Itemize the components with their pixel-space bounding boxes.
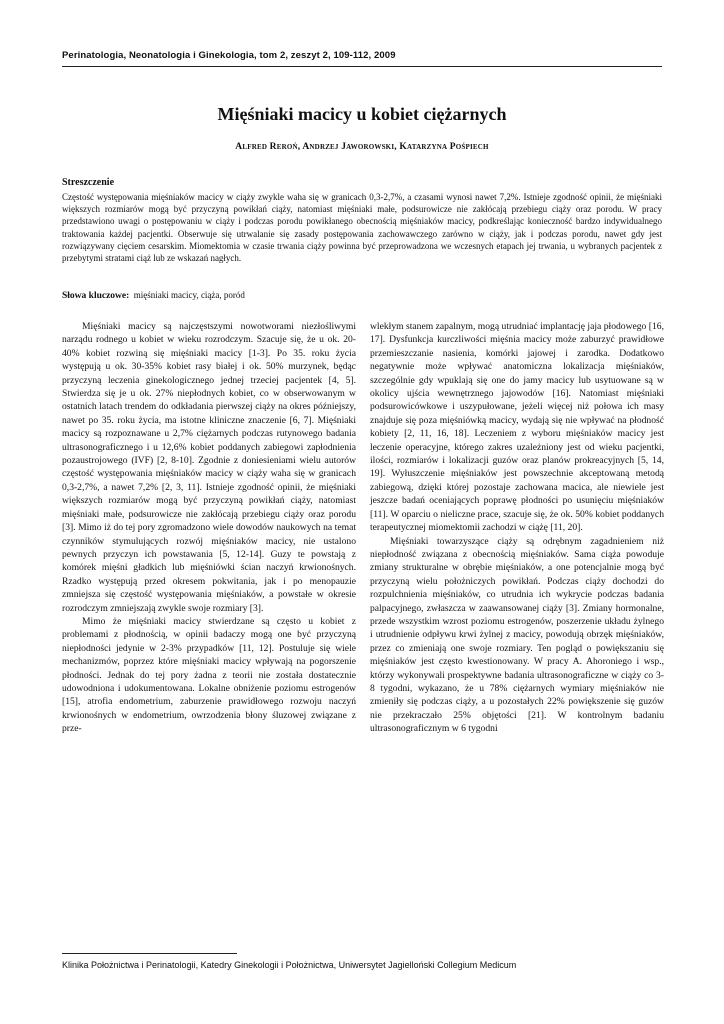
body-column-left: [62, 320, 356, 736]
abstract-heading: Streszczenie: [62, 177, 115, 188]
journal-header: Perinatologia, Neonatologia i Ginekologia, tom 2, zeszyt 2, 109-112, 2009: [62, 50, 396, 61]
body-paragraph: Mięśniaki macicy są najczęstszymi nowotworami niezłośliwymi narządu rodnego u kobiet w wieku rozrodczym. Szacuje się, że u ok. 20-40% kobiet rozwiną się mięśniaki macicy [1-3]. Po 35. roku życia występują u ok. 30-35% kobiet rasy białej i ok. 50% murzynek, będąc przyczyną leczenia ginekologicznego jednej trzeciej pacjentek [4, 5]. Stwierdza się je u ok. 27% niepłodnych kobiet, co w obserwowanym w ostatnich latach trendem do odkładania pierwszej ciąży na okres późniejszy, nawet po 35. roku życia, ma istotne kliniczne znaczenie [6, 7]. Mięśniaki macicy są rozpoznawane u 2,7% ciężarnych podczas rutynowego badania ultrasonograficznego i u 12,6% kobiet poddanych zabiegowi zapłodnienia pozaustrojowego (IVF) [2, 8-10]. Zgodnie z doniesieniami wielu autorów częstość występowania mięśniaków macicy w ciąży waha się w granicach 0,3-2,7%, a nawet 7,2% [2, 3, 11]. Istnieje zgodność opinii, że mięśniaki większych rozmiarów mogą być przyczyną powikłań ciąży, natomiast mięśniaki małe, podsurowicze nie zakłócają przebiegu ciąży oraz porodu [3]. Mimo iż do tej pory zgromadzono wiele dowodów naukowych na temat czynników stymulujących rozwój mięśniaków macicy, nie ustalono pewnych przyczyn ich powstawania [5, 12-14]. Guzy te powstają z komórek mięśni gładkich lub mięśniówki ścian naczyń krwionośnych. Rzadko występują przed okresem pokwitania, jak i po menopauzie zmniejsza się częstość występowania mięśniaków, a powstałe w okresie rozrodczym zmniejszają zwykle swoje rozmiary [3].: [62, 321, 356, 614]
article-title: Mięśniaki macicy u kobiet ciężarnych: [217, 104, 507, 124]
abstract-text: Częstość występowania mięśniaków macicy w ciąży zwykle waha się w granicach 0,3-2,7%, a czasami wynosi nawet 7,2%. Istnieje zgodność opinii, że mięśniaki większych rozmiarów mogą być przyczyną powikłań ciąży, natomiast mięśniaki małe, podsurowicze nie zakłócają przebiegu ciąży oraz porodu. W pracy przedstawiono uwagi o postępowaniu w ciąży i podczas porodu powikłanego obecnością mięśniaków macicy, podkreślając konieczność bardzo indywidualnego traktowania każdej pacjentki. Obserwuje się utrwalanie się zasady postępowania zachowawczego zarówno w ciąży, jak i podczas porodu, nawet gdy jest rozwiązywany cięciem cesarskim. Miomektomia w czasie trwania ciąży powinna być przeprowadzona we wczesnych etapach jej trwania, u wybranych pacjentek z przebytymi stratami ciąż lub ze wskazań nagłych.: [62, 192, 662, 264]
affiliation-footnote: Klinika Położnictwa i Perinatologii, Katedry Ginekologii i Położnictwa, Uniwersytet Jagielloński Collegium Medicum: [62, 960, 517, 970]
keywords-line: [62, 290, 662, 301]
header-divider: [62, 66, 662, 67]
body-paragraph: Mięśniaki towarzyszące ciąży są odrębnym zagadnieniem niż niepłodność związana z obecnością mięśniaków. Sama ciąża powoduje zmiany strukturalne w obrębie mięśniaków, a one potencjalnie mogą być przyczyną wielu położniczych powikłań. Podczas ciąży dochodzi do rozpulchnienia mięśniaków, co utrudnia ich wykrycie podczas badania palpacyjnego, zwłaszcza w zaawansowanej ciąży [3]. Zmiany hormonalne, przede wszystkim wzrost poziomu estrogenów, poszerzenie układu żylnego i utrudnienie odpływu krwi żylnej z macicy, powodują obrzęk mięśniaków, przez co zmieniają one swoje rozmiary. Ten pogląd o powiększaniu się mięśniaków jest często kwestionowany. W pracy A. Ahoroniego i wsp., którzy wykonywali prospektywne badania ultrasonograficzne w ciąży co 3-8 tygodni, wykazano, że u 78% ciężarnych wymiary mięśniaków nie zmieniły się podczas ciąży, a u pozostałych 22% powiększenie się guzów nie przekraczało 25% objętości [21]. W kontrolnym badaniu ultrasonograficznym w 6 tygodni: [370, 535, 664, 735]
body-paragraph: wlekłym stanem zapalnym, mogą utrudniać implantację jaja płodowego [16, 17]. Dysfunkcja kurczliwości mięśnia macicy może zaburzyć prawidłowe przemieszczanie nasienia, komórki jajowej i zarodka. Dodatkowo negatywnie może wpływać anatomiczna lokalizacja mięśniaków, szczególnie gdy wpuklają się one do jamy macicy lub usytuowane są w okolicy ujścia wewnętrznego jajowodów [16]. Natomiast mięśniaki podsurowicówkowe i uszypułowane, jeżeli więcej niż połowa ich masy znajduje się poza mięśniówką macicy, wydają się nie wpływać na płodność kobiety [2, 11, 16, 18]. Leczeniem z wyboru mięśniaków macicy jest leczenie operacyjne, którego zakres uzależniony jest od wieku pacjentki, ilości, rozmiarów i lokalizacji guzów oraz planów prokreacyjnych [5, 14, 19]. Wyłuszczenie mięśniaków jest powszechnie akceptowaną metodą zabiegową, dzięki której pozostaje zachowana macica, ale niewiele jest jeszcze badań oceniających poprawę płodności po usunięciu mięśniaków [11]. W oparciu o nieliczne prace, szacuje się, że ok. 50% kobiet poddanych terapeutycznej miomektomii zachodzi w ciążę [11, 20].: [370, 321, 664, 534]
article-authors: Alfred Reroń, Andrzej Jaworowski, Katarzyna Pośpiech: [235, 142, 489, 152]
keywords-value: mięśniaki macicy, ciąża, poród: [133, 290, 245, 300]
footnote-divider: [62, 953, 237, 954]
keywords-label: Słowa kluczowe:: [62, 291, 130, 301]
body-paragraph: Mimo że mięśniaki macicy stwierdzane są często u kobiet z problemami z płodnością, w opinii badaczy mogą one być przyczyną niepłodności jedynie w 2-3% przypadków [11, 12]. Postuluje się wiele mechanizmów, poprzez które mięśniaki macicy wpływają na pogorszenie płodności. Jednak do tej pory żadna z teorii nie została dostatecznie udowodniona i udokumentowana. Lokalne obniżenie poziomu estrogenów [15], atrofia endometrium, zaburzenie prawidłowego rozwoju naczyń krwionośnych w endometrium, owrzodzenia błony śluzowej związane z prze-: [62, 615, 356, 735]
body-column-right: [370, 320, 664, 736]
